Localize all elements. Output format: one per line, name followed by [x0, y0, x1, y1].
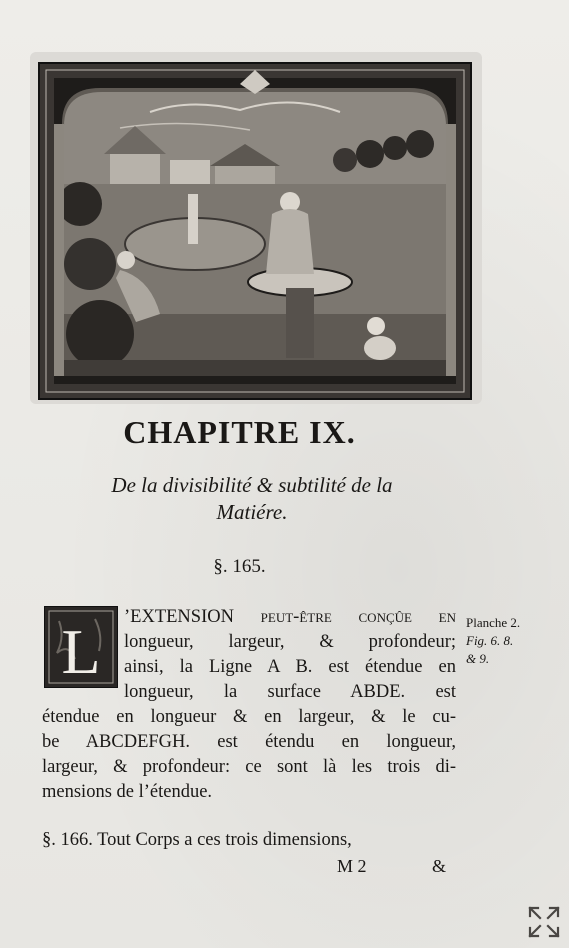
paragraph-line: mensions de l’étendue. [42, 782, 213, 802]
subtitle-line-2: Matiére. [216, 500, 288, 524]
engraving-illustration [38, 62, 472, 400]
signature-mark: M 2 [337, 856, 367, 876]
paragraph-line: étendue en longueur & en largeur, & le cu- [42, 707, 456, 727]
subtitle-line-1: De la divisibilité & subtilité de la [111, 473, 393, 497]
section-number: §. 165. [213, 556, 266, 577]
garden-scene-icon [40, 64, 470, 398]
paragraph-line: ainsi, la Ligne A B. est étendue en [124, 657, 456, 677]
paragraph-line: longueur, la surface ABDE. est [124, 682, 456, 702]
chapter-subtitle [60, 472, 444, 526]
dropcap-text: L [61, 616, 101, 687]
chapter-title: CHAPITRE IX. [123, 414, 356, 450]
paragraph-165 [42, 605, 456, 805]
margin-note [466, 614, 546, 668]
expand-arrows-icon[interactable] [526, 904, 562, 940]
paragraph-line: largeur, & profondeur: ce sont là les trois di- [42, 757, 456, 777]
paragraph-line: be ABCDEFGH. est étendu en longueur, [42, 732, 456, 752]
margin-note-planche: Planche 2. [466, 615, 521, 630]
section-166-start: §. 166. Tout Corps a ces trois dimensions, [42, 830, 352, 850]
paragraph-line: longueur, largeur, & profondeur; [124, 632, 456, 652]
catchword: & [432, 856, 447, 876]
margin-note-figures: Fig. 6. 8. [466, 633, 514, 648]
margin-note-figures-cont: & 9. [466, 651, 490, 666]
paragraph-line: ’EXTENSION peut-être conçûe en [124, 607, 456, 627]
